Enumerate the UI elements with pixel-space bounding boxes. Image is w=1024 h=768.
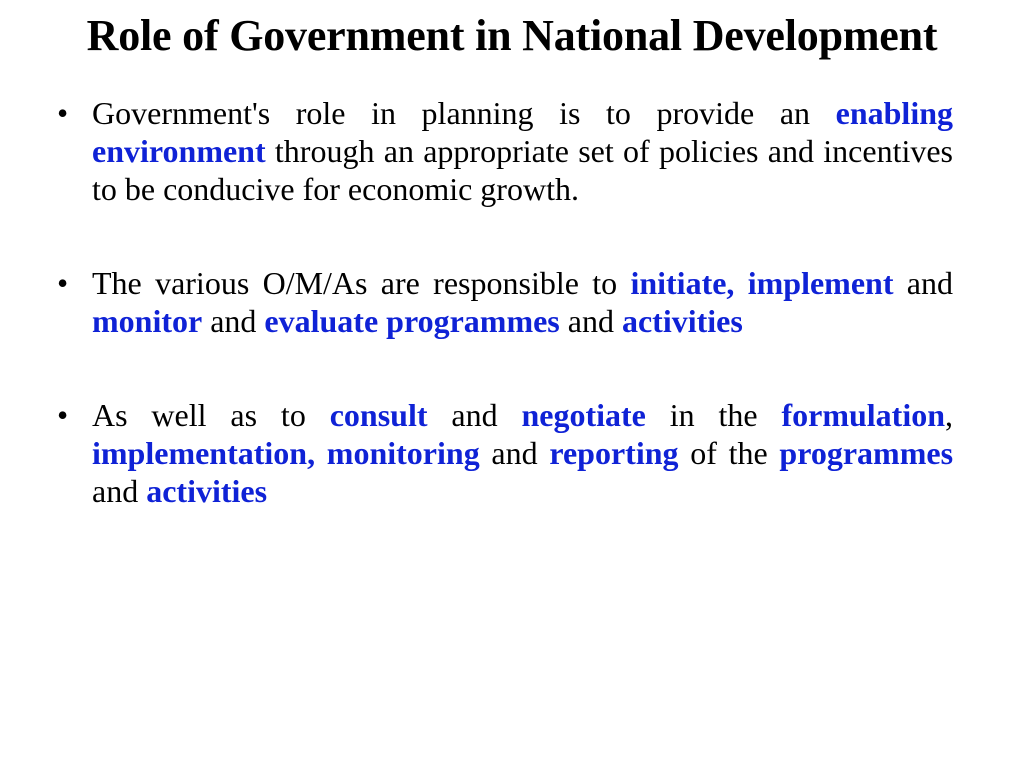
bullet-text-segment: in the [645,397,782,433]
highlighted-term: implementation, monitoring [92,435,480,471]
highlighted-term: negotiate [521,397,646,433]
bullet-text-segment: The various O/M/As are responsible to [92,265,631,301]
bullet-text-segment: and [893,265,953,301]
highlighted-term: consult [329,397,428,433]
bullet-item [57,396,954,510]
highlighted-term: activities [621,303,743,339]
bullet-text-segment: and [479,435,550,471]
bullet-text [92,397,953,509]
bullet-marker: • [57,397,69,433]
highlighted-term: reporting [549,435,679,471]
highlighted-term: programmes [779,435,954,471]
bullet-text-segment: and [559,303,622,339]
slide-title: Role of Government in National Development [86,11,938,60]
bullet-text-segment: of the [678,435,780,471]
bullet-text-segment: and [92,473,147,509]
bullet-text-segment: Government's role in planning is to provide an [92,95,836,131]
highlighted-term: activities [146,473,268,509]
highlighted-term: monitor [92,303,203,339]
highlighted-term: enabling environment [92,95,953,169]
bullet-item [57,264,953,340]
bullet-marker: • [57,265,69,301]
bullet-list [57,94,954,510]
bullet-text-segment: and [427,397,522,433]
bullet-text-segment: , [945,397,954,433]
bullet-item [57,94,953,208]
bullet-text [92,95,953,207]
bullet-marker: • [57,95,69,131]
bullet-text-segment: and [202,303,265,339]
highlighted-term: formulation [781,397,946,433]
highlighted-term: initiate, implement [630,265,894,301]
bullet-text-segment: through an appropriate set of policies and incentives to be conducive for economic growth. [92,133,953,207]
bullet-text [92,265,953,339]
bullet-text-segment: As well as to [92,397,330,433]
highlighted-term: evaluate programmes [264,303,560,339]
